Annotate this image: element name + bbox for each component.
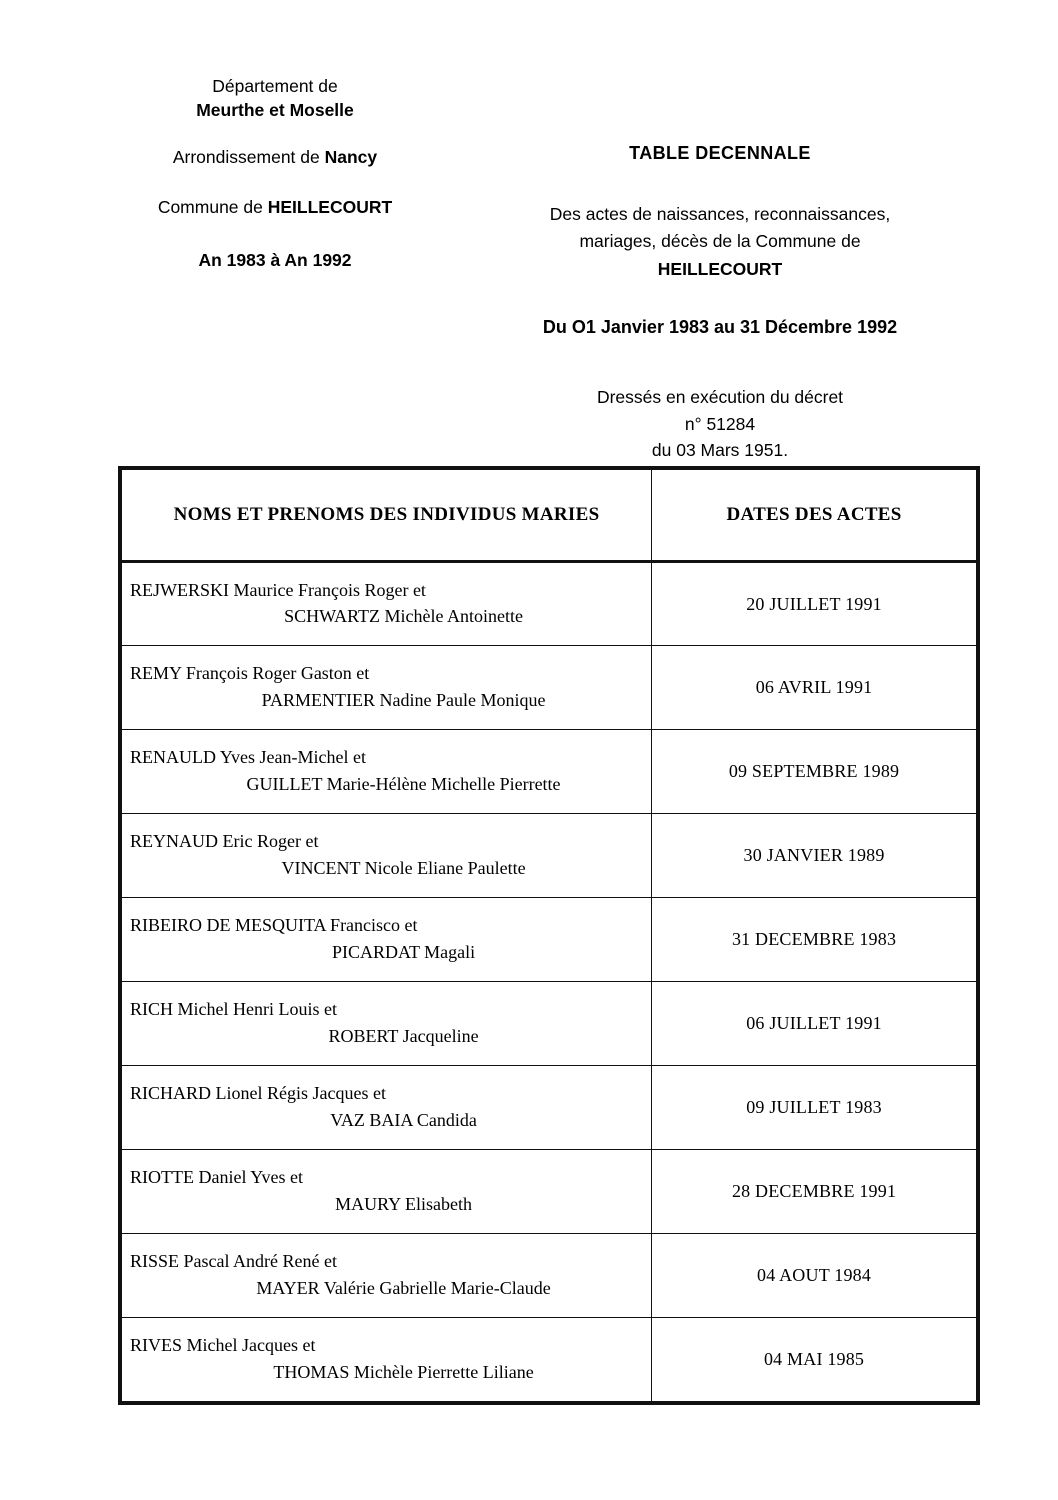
husband-name: RIVES Michel Jacques et [130, 1335, 316, 1356]
header-left-block [95, 78, 455, 285]
husband-name: RICH Michel Henri Louis et [130, 999, 337, 1020]
commune-line [95, 196, 455, 217]
table-row [122, 898, 977, 982]
cell-date: 04 MAI 1985 [652, 1318, 977, 1402]
header-right-block [440, 140, 1000, 463]
period-range: Du O1 Janvier 1983 au 31 Décembre 1992 [542, 317, 898, 338]
column-header-names: NOMS ET PRENOMS DES INDIVIDUS MARIES [122, 470, 652, 562]
table-row [122, 562, 977, 646]
cell-date: 28 DECEMBRE 1991 [652, 1150, 977, 1234]
table-header-row [122, 470, 977, 562]
wife-name: GUILLET Marie-Hélène Michelle Pierrette [246, 773, 561, 794]
cell-names [122, 562, 652, 646]
table-row [122, 1066, 977, 1150]
husband-name: REMY François Roger Gaston et [130, 663, 370, 684]
husband-name: RIOTTE Daniel Yves et [130, 1167, 303, 1188]
register-table-container [118, 466, 980, 1405]
column-header-dates: DATES DES ACTES [652, 470, 977, 562]
cell-names [122, 898, 652, 982]
cell-date: 06 AVRIL 1991 [652, 646, 977, 730]
commune-label: Commune de [157, 196, 268, 217]
decree-number: n° 51284 [684, 413, 756, 434]
cell-date: 30 JANVIER 1989 [652, 814, 977, 898]
departement-label: Département de [212, 76, 338, 96]
departement-value: Meurthe et Moselle [196, 99, 354, 120]
commune-value: HEILLECOURT [267, 196, 393, 217]
document-header [0, 78, 1058, 458]
arrondissement-line [95, 149, 455, 167]
cell-names [122, 730, 652, 814]
cell-date: 31 DECEMBRE 1983 [652, 898, 977, 982]
wife-name: THOMAS Michèle Pierrette Liliane [273, 1361, 534, 1382]
arrondissement-value: Nancy [324, 147, 378, 167]
cell-date: 04 AOUT 1984 [652, 1234, 977, 1318]
wife-name: VAZ BAIA Candida [330, 1109, 477, 1130]
table-row [122, 982, 977, 1066]
years-range: An 1983 à An 1992 [198, 250, 352, 270]
arrondissement-label: Arrondissement de [172, 147, 325, 167]
subtitle-commune: HEILLECOURT [657, 258, 783, 279]
cell-names [122, 1066, 652, 1150]
wife-name: PARMENTIER Nadine Paule Monique [261, 689, 546, 710]
wife-name: MAURY Elisabeth [335, 1193, 472, 1214]
subtitle-line-1: Des actes de naissances, reconnaissances, [549, 204, 891, 225]
table-row [122, 730, 977, 814]
cell-date: 09 JUILLET 1983 [652, 1066, 977, 1150]
cell-date: 06 JUILLET 1991 [652, 982, 977, 1066]
cell-names [122, 1150, 652, 1234]
register-table [121, 469, 977, 1402]
table-row [122, 814, 977, 898]
wife-name: VINCENT Nicole Eliane Paulette [281, 857, 526, 878]
husband-name: RICHARD Lionel Régis Jacques et [130, 1083, 386, 1104]
husband-name: REYNAUD Eric Roger et [130, 831, 319, 852]
wife-name: SCHWARTZ Michèle Antoinette [284, 606, 523, 626]
husband-name: REJWERSKI Maurice François Roger et [130, 579, 426, 600]
cell-date: 09 SEPTEMBRE 1989 [652, 730, 977, 814]
subtitle-line-2: mariages, décès de la Commune de [579, 231, 861, 252]
cell-names [122, 646, 652, 730]
table-body [122, 562, 977, 1402]
decree-date: du 03 Mars 1951. [651, 439, 789, 460]
table-row [122, 1234, 977, 1318]
table-header [122, 470, 977, 562]
wife-name: PICARDAT Magali [331, 941, 476, 962]
husband-name: RISSE Pascal André René et [130, 1251, 337, 1272]
cell-names [122, 982, 652, 1066]
wife-name: ROBERT Jacqueline [328, 1025, 479, 1046]
cell-names [122, 1234, 652, 1318]
cell-names [122, 1318, 652, 1402]
cell-date: 20 JUILLET 1991 [652, 562, 977, 646]
husband-name: RENAULD Yves Jean-Michel et [130, 747, 366, 768]
cell-names [122, 814, 652, 898]
husband-name: RIBEIRO DE MESQUITA Francisco et [130, 915, 418, 936]
document-title: TABLE DECENNALE [629, 143, 811, 163]
table-row [122, 646, 977, 730]
table-row [122, 1318, 977, 1402]
wife-name: MAYER Valérie Gabrielle Marie-Claude [256, 1277, 551, 1298]
decree-line-1: Dressés en exécution du décret [596, 387, 844, 408]
table-row [122, 1150, 977, 1234]
